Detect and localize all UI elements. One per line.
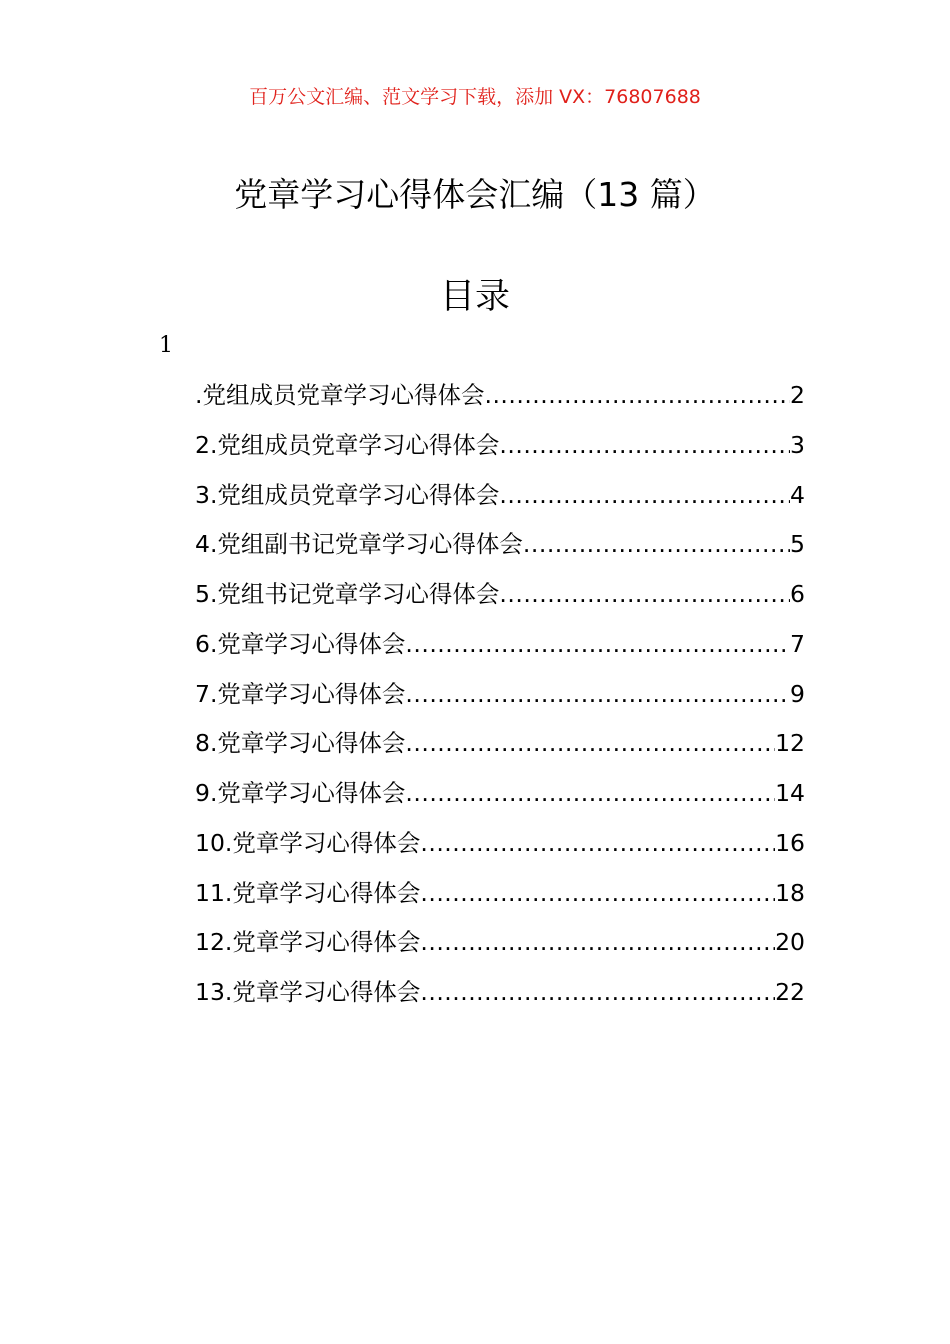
toc-entry[interactable] [195, 675, 805, 725]
toc-entry-page: 3 [790, 430, 805, 459]
toc-entry[interactable] [195, 476, 805, 526]
toc-entry-page: 16 [775, 828, 805, 857]
toc-entry-label: 8.党章学习心得体会 [195, 729, 406, 758]
toc-entry-label: 6.党章学习心得体会 [195, 629, 406, 658]
header-note: 百万公文汇编、范文学习下载，添加 VX：76807688 [249, 86, 701, 108]
toc-entry-page: 18 [775, 878, 805, 907]
toc-dot-leader [420, 824, 775, 862]
toc-dot-leader [499, 575, 790, 613]
toc-entry-label: 3.党组成员党章学习心得体会 [195, 480, 500, 509]
table-of-contents [195, 376, 805, 1023]
toc-entry-page: 4 [790, 480, 805, 509]
toc-entry-page: 5 [790, 530, 805, 559]
toc-dot-leader [420, 923, 775, 961]
toc-entry[interactable] [195, 923, 805, 973]
toc-entry[interactable] [195, 426, 805, 476]
toc-entry-label: 4.党组副书记党章学习心得体会 [195, 530, 523, 559]
toc-entry[interactable] [195, 774, 805, 824]
toc-entry-label: 10.党章学习心得体会 [195, 828, 421, 857]
toc-entry-label: 2.党组成员党章学习心得体会 [195, 430, 500, 459]
toc-entry-label: 5.党组书记党章学习心得体会 [195, 580, 500, 608]
toc-entry[interactable] [195, 575, 805, 625]
toc-entry-page: 12 [775, 729, 805, 758]
toc-entry-label: 11.党章学习心得体会 [195, 878, 421, 907]
toc-dot-leader [405, 675, 790, 713]
stray-number: 1 [159, 333, 173, 358]
toc-dot-leader [420, 874, 775, 912]
toc-entry-label: 9.党章学习心得体会 [195, 779, 406, 807]
toc-entry[interactable] [195, 874, 805, 924]
toc-entry-page: 20 [775, 928, 805, 957]
toc-dot-leader [484, 376, 790, 414]
toc-dot-leader [499, 476, 790, 514]
toc-entry[interactable] [195, 525, 805, 575]
toc-entry[interactable] [195, 625, 805, 675]
toc-heading: 目录 [439, 277, 510, 317]
toc-entry-label: .党组成员党章学习心得体会 [195, 381, 485, 409]
toc-entry-label: 13.党章学习心得体会 [195, 978, 421, 1006]
toc-entry-label: 7.党章学习心得体会 [195, 679, 406, 708]
toc-dot-leader [405, 724, 775, 762]
toc-entry-page: 7 [790, 629, 805, 658]
document-title: 党章学习心得体会汇编（13 篇） [234, 175, 716, 214]
toc-dot-leader [523, 525, 790, 563]
toc-dot-leader [405, 625, 790, 663]
toc-dot-leader [499, 426, 790, 464]
toc-entry[interactable] [195, 973, 805, 1023]
toc-dot-leader [420, 973, 775, 1011]
toc-entry[interactable] [195, 824, 805, 874]
toc-entry-page: 14 [775, 779, 805, 807]
toc-entry-label: 12.党章学习心得体会 [195, 928, 421, 957]
toc-entry[interactable] [195, 724, 805, 774]
toc-entry-page: 9 [790, 679, 805, 708]
toc-entry-page: 6 [790, 580, 805, 608]
toc-entry-page: 22 [775, 978, 805, 1006]
toc-entry-page: 2 [790, 381, 805, 409]
toc-dot-leader [405, 774, 775, 812]
toc-entry[interactable] [195, 376, 805, 426]
